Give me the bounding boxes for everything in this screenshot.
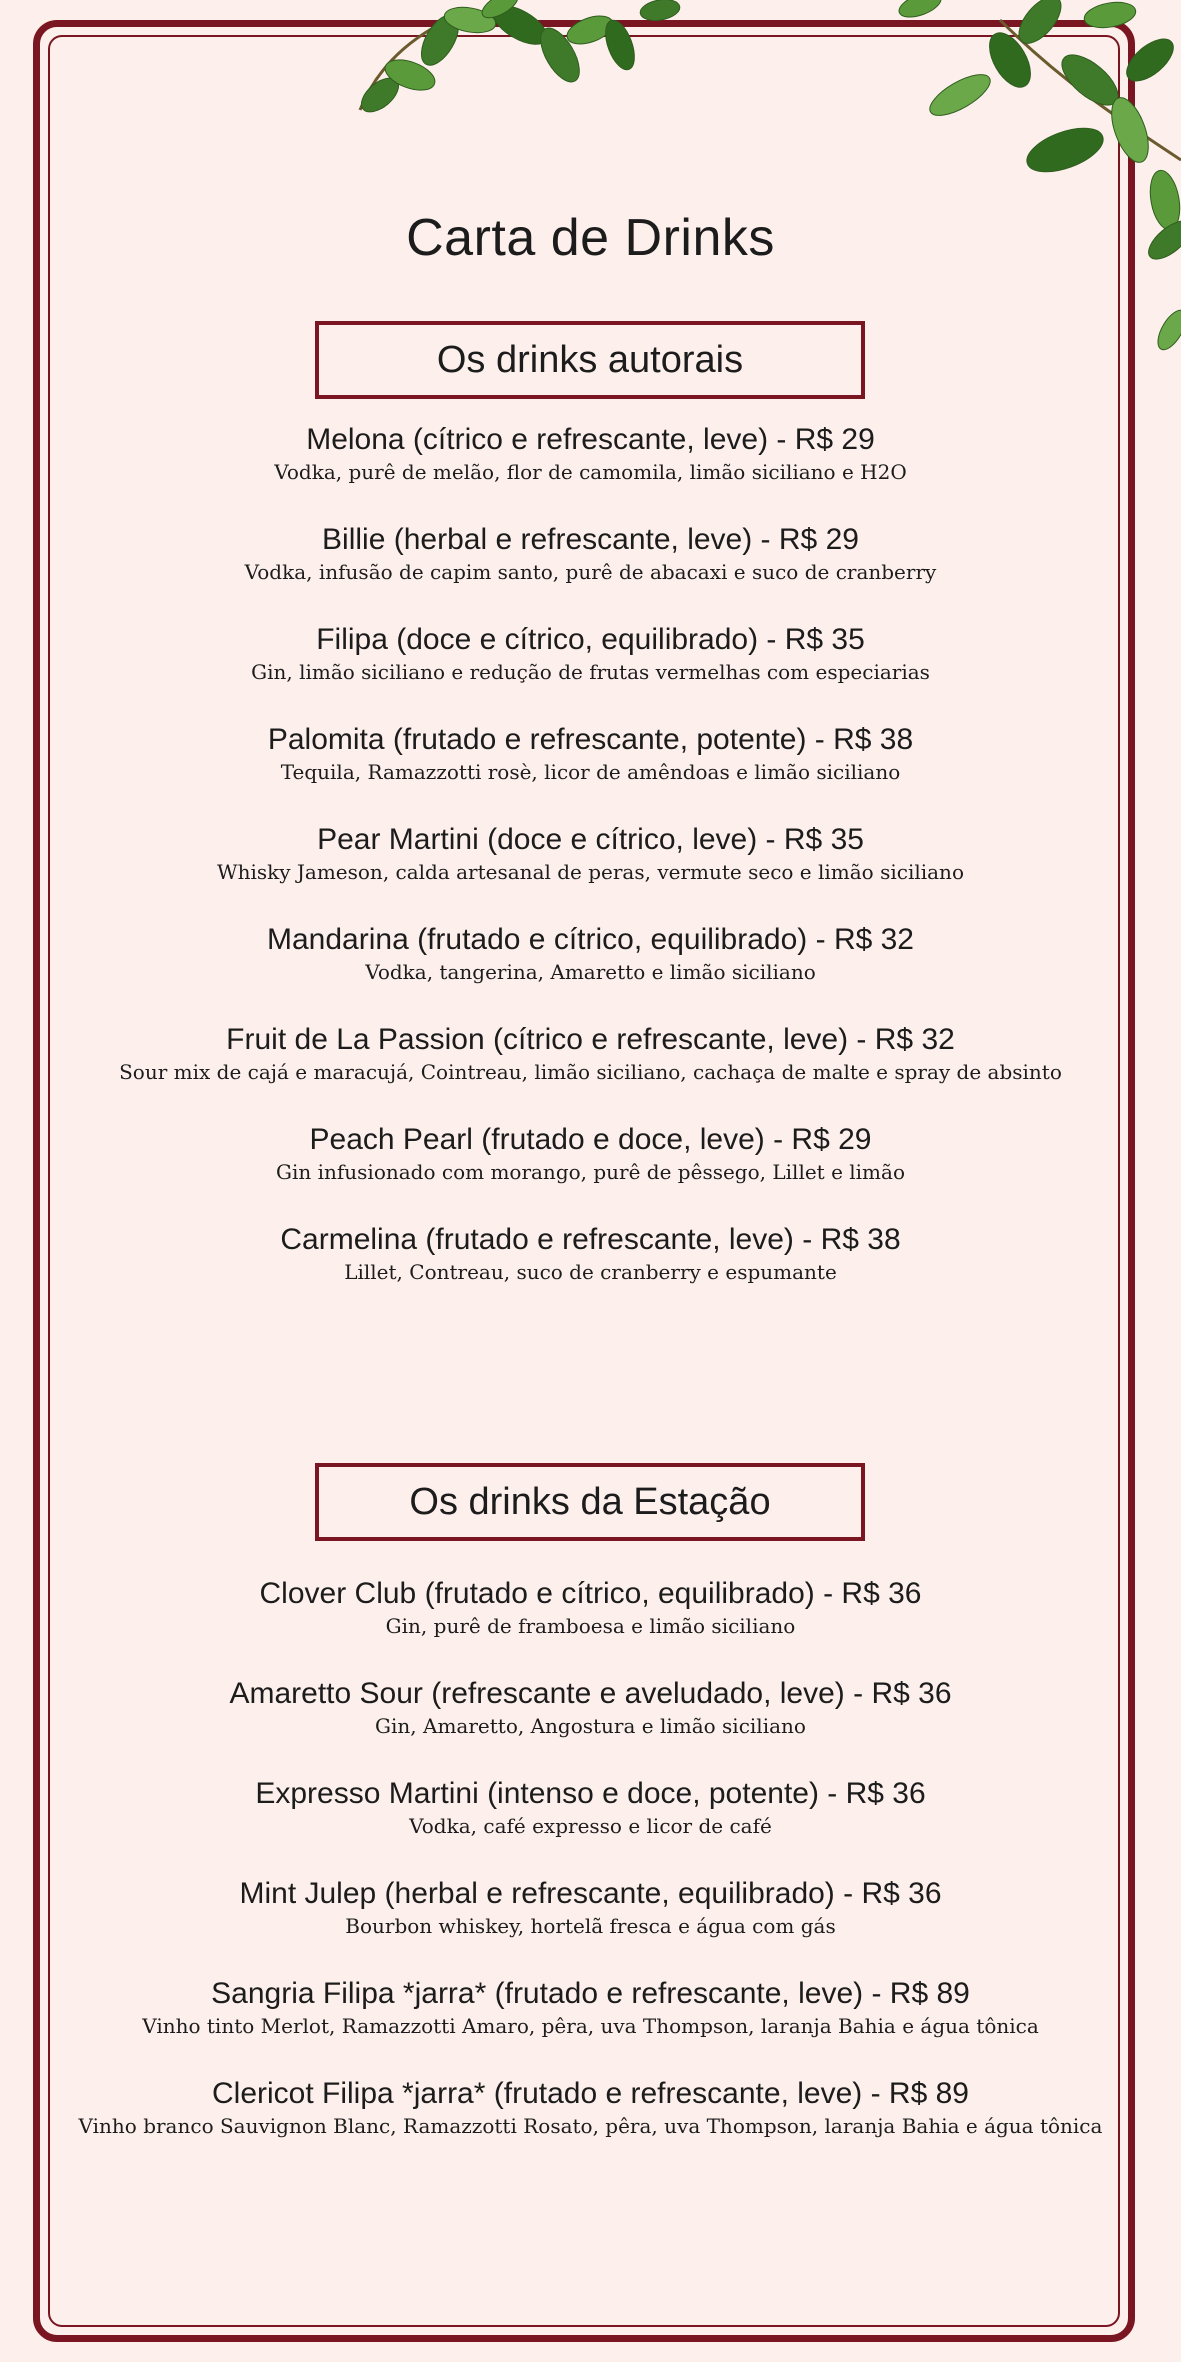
item-description: Sour mix de cajá e maracujá, Cointreau, limão siciliano, cachaça de malte e spray de absinto [119,1060,1062,1084]
item-name: Billie (herbal e refrescante, leve) - R$ 29 [322,523,859,556]
item-name: Sangria Filipa *jarra* (frutado e refrescante, leve) - R$ 89 [211,1977,970,2010]
item-name: Clover Club (frutado e cítrico, equilibrado) - R$ 36 [259,1577,922,1610]
menu-item [0,2076,1181,2140]
item-description: Vodka, purê de melão, flor de camomila, limão siciliano e H2O [274,460,907,484]
item-description: Vinho branco Sauvignon Blanc, Ramazzotti Rosato, pêra, uva Thompson, laranja Bahia e água tônica [78,2114,1103,2138]
menu-item [0,722,1181,786]
menu-item [0,1976,1181,2040]
item-name: Filipa (doce e cítrico, equilibrado) - R$ 35 [316,623,865,656]
menu-item [0,522,1181,586]
menu-item [0,622,1181,686]
section-heading-text: Os drinks autorais [436,338,744,381]
item-name: Fruit de La Passion (cítrico e refrescante, leve) - R$ 32 [226,1023,955,1056]
menu-item [0,822,1181,886]
menu-item [0,1122,1181,1186]
menu-item [0,1222,1181,1286]
menu-item [0,1776,1181,1840]
item-description: Lillet, Contreau, suco de cranberry e espumante [344,1260,837,1284]
item-name: Clericot Filipa *jarra* (frutado e refrescante, leve) - R$ 89 [212,2077,969,2110]
section-heading-text: Os drinks da Estação [409,1480,771,1523]
item-name: Carmelina (frutado e refrescante, leve) - R$ 38 [280,1223,901,1256]
item-name: Melona (cítrico e refrescante, leve) - R$ 29 [306,423,875,456]
menu-item [0,422,1181,486]
item-description: Gin, Amaretto, Angostura e limão siciliano [375,1714,806,1738]
item-name: Expresso Martini (intenso e doce, potente) - R$ 36 [255,1777,926,1810]
item-name: Mandarina (frutado e cítrico, equilibrado) - R$ 32 [267,923,914,956]
item-description: Vodka, tangerina, Amaretto e limão siciliano [365,960,816,984]
item-description: Gin, limão siciliano e redução de frutas vermelhas com especiarias [251,660,930,684]
page-title: Carta de Drinks [406,209,775,267]
item-name: Pear Martini (doce e cítrico, leve) - R$ 35 [317,823,864,856]
item-name: Peach Pearl (frutado e doce, leve) - R$ 29 [309,1123,872,1156]
item-description: Bourbon whiskey, hortelã fresca e água com gás [345,1914,836,1938]
item-name: Amaretto Sour (refrescante e aveludado, leve) - R$ 36 [229,1677,952,1710]
menu-item [0,1676,1181,1740]
menu-item [0,922,1181,986]
section-heading-autorais [315,321,865,399]
item-description: Vodka, café expresso e licor de café [409,1814,772,1838]
item-name: Palomita (frutado e refrescante, potente) - R$ 38 [267,723,914,756]
menu-item [0,1576,1181,1640]
section-heading-estacao [315,1463,865,1541]
item-name: Mint Julep (herbal e refrescante, equilibrado) - R$ 36 [239,1877,942,1910]
item-description: Gin infusionado com morango, purê de pêssego, Lillet e limão [276,1160,905,1184]
item-description: Tequila, Ramazzotti rosè, licor de amêndoas e limão siciliano [280,760,901,784]
menu-item [0,1876,1181,1940]
item-description: Gin, purê de framboesa e limão siciliano [385,1614,796,1638]
item-description: Vodka, infusão de capim santo, purê de abacaxi e suco de cranberry [244,560,937,584]
menu-item [0,1022,1181,1086]
item-description: Whisky Jameson, calda artesanal de peras, vermute seco e limão siciliano [217,860,964,884]
item-description: Vinho tinto Merlot, Ramazzotti Amaro, pêra, uva Thompson, laranja Bahia e água tônica [142,2014,1039,2038]
